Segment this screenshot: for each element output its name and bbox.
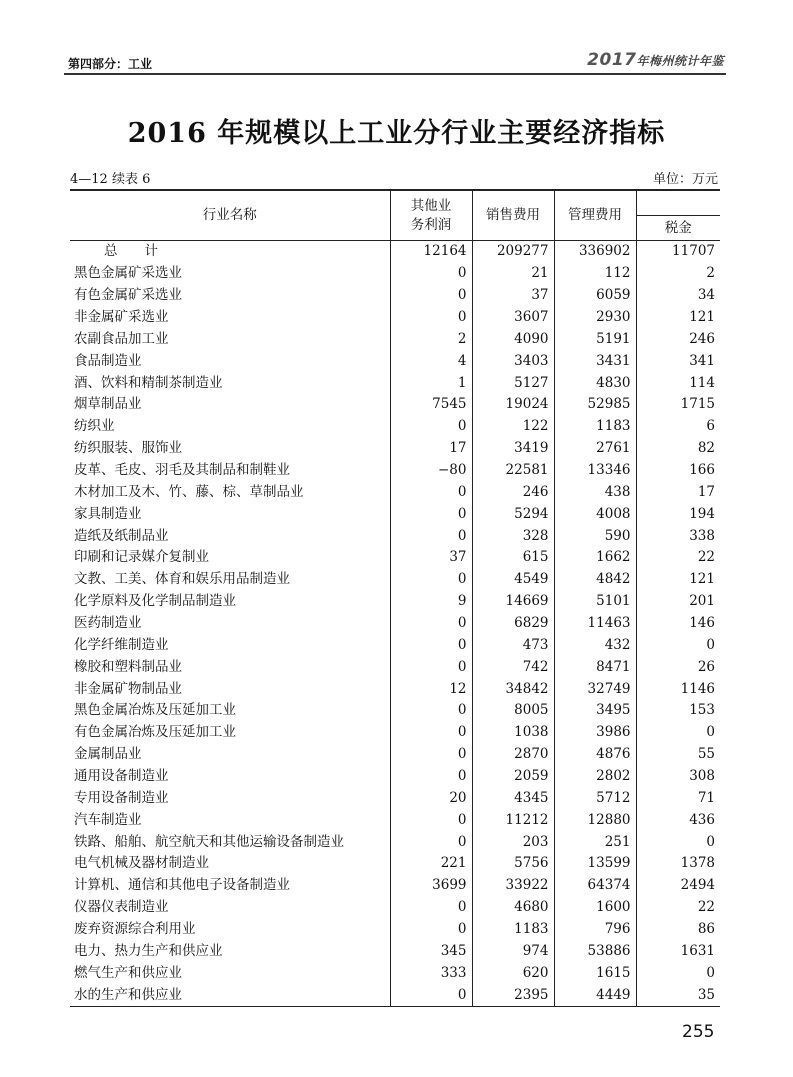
other-profit-value: 20 (390, 787, 472, 809)
table-row (70, 656, 720, 678)
sales-expense-value: 615 (472, 547, 554, 569)
industry-name: 水的生产和供应业 (70, 984, 390, 1006)
industry-name: 农副食品加工业 (74, 330, 169, 347)
other-profit-value: 0 (390, 634, 472, 656)
industry-name: 木材加工及木、竹、藤、棕、草制品业 (74, 483, 304, 500)
tax-value: 22 (636, 897, 720, 919)
admin-expense-value: 8471 (554, 656, 636, 678)
col-header-name: 行业名称 (70, 190, 390, 241)
tax-value: 34 (636, 285, 720, 307)
sales-expense-value: 6829 (472, 613, 554, 635)
sales-expense-value: 203 (472, 831, 554, 853)
sales-expense-value: 2870 (472, 744, 554, 766)
tax-value: 86 (636, 919, 720, 941)
sales-expense-value: 4345 (472, 787, 554, 809)
sales-expense-value: 2059 (472, 766, 554, 788)
admin-expense-value: 3986 (554, 722, 636, 744)
col-header-admin-expense: 管理费用 (554, 190, 636, 241)
table-row (70, 394, 720, 416)
industry-name: 酒、饮料和精制茶制造业 (74, 374, 223, 391)
table-row (70, 569, 720, 591)
table-row (70, 962, 720, 984)
yearbook-year: 2017 (587, 50, 637, 70)
admin-expense-value: 1600 (554, 897, 636, 919)
sales-expense-value: 34842 (472, 678, 554, 700)
industry-name: 纺织业 (74, 418, 115, 435)
table-row (70, 613, 720, 635)
admin-expense-value: 432 (554, 634, 636, 656)
other-profit-value: 7545 (390, 394, 472, 416)
table-row (70, 722, 720, 744)
admin-expense-value: 336902 (554, 241, 636, 263)
industry-name: 仪器仪表制造业 (74, 899, 169, 916)
other-profit-value: 0 (390, 656, 472, 678)
sales-expense-value: 11212 (472, 809, 554, 831)
other-profit-value: 1 (390, 372, 472, 394)
table-row (70, 263, 720, 285)
other-profit-value: 0 (390, 481, 472, 503)
sales-expense-value: 1038 (472, 722, 554, 744)
tax-value: 71 (636, 787, 720, 809)
table-row (70, 678, 720, 700)
sales-expense-value: 3403 (472, 350, 554, 372)
table-row (70, 700, 720, 722)
sales-expense-value: 246 (472, 481, 554, 503)
table-row (70, 307, 720, 329)
other-profit-value: 0 (390, 569, 472, 591)
tax-value: 436 (636, 809, 720, 831)
tax-value: 26 (636, 656, 720, 678)
admin-expense-value: 6059 (554, 285, 636, 307)
tax-value: 35 (636, 984, 720, 1006)
unit-label: 单位：万元 (652, 172, 718, 187)
table-row (70, 328, 720, 350)
table-row (70, 503, 720, 525)
industry-name: 有色金属冶炼及压延加工业 (74, 724, 236, 741)
tax-value: 146 (636, 613, 720, 635)
table-row (70, 897, 720, 919)
industry-name: 总 计 (104, 243, 158, 260)
tax-value: 153 (636, 700, 720, 722)
table-row (70, 809, 720, 831)
other-profit-value: 0 (390, 307, 472, 329)
page-title: 2016 年规模以上工业分行业主要经济指标 (127, 118, 666, 149)
industry-name: 烟草制品业 (74, 396, 142, 413)
sales-expense-value: 3419 (472, 438, 554, 460)
industry-name: 燃气生产和供应业 (74, 964, 182, 981)
sales-expense-value: 974 (472, 941, 554, 963)
tax-value: 1631 (636, 941, 720, 963)
other-profit-value: 0 (390, 919, 472, 941)
admin-expense-value: 4830 (554, 372, 636, 394)
sales-expense-value: 2395 (472, 984, 554, 1006)
sales-expense-value: 33922 (472, 875, 554, 897)
yearbook-title (587, 50, 724, 70)
other-profit-value: 2 (390, 328, 472, 350)
tax-value: 201 (636, 591, 720, 613)
industry-name: 汽车制造业 (74, 811, 142, 828)
sales-expense-value: 5294 (472, 503, 554, 525)
table-row (70, 941, 720, 963)
admin-expense-value: 5101 (554, 591, 636, 613)
other-profit-value: 0 (390, 809, 472, 831)
col-header-other-profit-l2: 务利润 (410, 216, 452, 233)
industry-name: 造纸及纸制品业 (74, 527, 169, 544)
table-row (70, 416, 720, 438)
other-profit-value: 0 (390, 263, 472, 285)
industry-name: 金属制品业 (74, 746, 142, 763)
industry-name: 专用设备制造业 (74, 789, 169, 806)
admin-expense-value: 4008 (554, 503, 636, 525)
other-profit-value: 0 (390, 416, 472, 438)
sales-expense-value: 620 (472, 962, 554, 984)
admin-expense-value: 438 (554, 481, 636, 503)
other-profit-value: 0 (390, 897, 472, 919)
tax-value: 0 (636, 831, 720, 853)
industry-name: 非金属矿物制品业 (74, 680, 182, 697)
tax-value: 6 (636, 416, 720, 438)
admin-expense-value: 590 (554, 525, 636, 547)
tax-value: 194 (636, 503, 720, 525)
col-header-other-profit (390, 190, 472, 241)
table-row (70, 634, 720, 656)
other-profit-value: 0 (390, 285, 472, 307)
indicator-table (70, 189, 720, 1007)
sales-expense-value: 473 (472, 634, 554, 656)
industry-name: 电气机械及器材制造业 (74, 855, 209, 872)
admin-expense-value: 12880 (554, 809, 636, 831)
tax-value: 0 (636, 722, 720, 744)
industry-name: 黑色金属冶炼及压延加工业 (74, 702, 236, 719)
tax-value: 22 (636, 547, 720, 569)
other-profit-value: 221 (390, 853, 472, 875)
admin-expense-value: 3495 (554, 700, 636, 722)
industry-name: 印刷和记录媒介复制业 (74, 549, 209, 566)
admin-expense-value: 1615 (554, 962, 636, 984)
other-profit-value: 17 (390, 438, 472, 460)
tax-value: 308 (636, 766, 720, 788)
table-row (70, 766, 720, 788)
sales-expense-value: 22581 (472, 460, 554, 482)
other-profit-value: 0 (390, 744, 472, 766)
admin-expense-value: 52985 (554, 394, 636, 416)
tax-value: 11707 (636, 241, 720, 263)
tax-value: 121 (636, 569, 720, 591)
running-header (64, 50, 724, 74)
industry-name: 废弃资源综合利用业 (74, 921, 196, 938)
admin-expense-value: 4449 (554, 984, 636, 1006)
other-profit-value: 12164 (390, 241, 472, 263)
admin-expense-value: 53886 (554, 941, 636, 963)
table-row (70, 460, 720, 482)
other-profit-value: 0 (390, 613, 472, 635)
header-rule (64, 73, 726, 75)
col-header-sales-expense: 销售费用 (472, 190, 554, 241)
other-profit-value: 0 (390, 525, 472, 547)
admin-expense-value: 11463 (554, 613, 636, 635)
industry-name: 化学纤维制造业 (74, 636, 169, 653)
tax-value: 1378 (636, 853, 720, 875)
other-profit-value: 0 (390, 984, 472, 1006)
industry-name: 化学原料及化学制品制造业 (74, 593, 236, 610)
admin-expense-value: 64374 (554, 875, 636, 897)
sales-expense-value: 4549 (472, 569, 554, 591)
industry-name: 有色金属矿采选业 (74, 287, 182, 304)
sales-expense-value: 8005 (472, 700, 554, 722)
tax-value: 1146 (636, 678, 720, 700)
table-row (70, 285, 720, 307)
admin-expense-value: 2761 (554, 438, 636, 460)
table-row (70, 481, 720, 503)
table-row (70, 919, 720, 941)
table-row (70, 350, 720, 372)
industry-name: 非金属矿采选业 (74, 309, 169, 325)
industry-name: 橡胶和塑料制品业 (74, 658, 182, 675)
sales-expense-value: 14669 (472, 591, 554, 613)
industry-name: 黑色金属矿采选业 (74, 265, 182, 282)
other-profit-value: −80 (390, 460, 472, 482)
sales-expense-value: 4680 (472, 897, 554, 919)
col-header-tax: 税金 (636, 216, 720, 241)
table-row (70, 744, 720, 766)
tax-value: 1715 (636, 394, 720, 416)
industry-name: 电力、热力生产和供应业 (74, 942, 223, 959)
table-row (70, 875, 720, 897)
sales-expense-value: 742 (472, 656, 554, 678)
industry-name: 铁路、船舶、航空航天和其他运输设备制造业 (74, 833, 344, 850)
industry-name: 家具制造业 (74, 505, 142, 522)
admin-expense-value: 32749 (554, 678, 636, 700)
other-profit-value: 0 (390, 503, 472, 525)
tax-value: 0 (636, 634, 720, 656)
industry-name: 通用设备制造业 (74, 768, 169, 785)
other-profit-value: 9 (390, 591, 472, 613)
tax-value: 114 (636, 372, 720, 394)
admin-expense-value: 251 (554, 831, 636, 853)
sales-expense-value: 37 (472, 285, 554, 307)
tax-value: 82 (636, 438, 720, 460)
table-row (70, 547, 720, 569)
industry-name: 文教、工美、体育和娱乐用品制造业 (74, 571, 290, 588)
other-profit-value: 0 (390, 700, 472, 722)
sales-expense-value: 19024 (472, 394, 554, 416)
page-number: 255 (682, 1022, 715, 1042)
total-row (70, 241, 720, 263)
other-profit-value: 12 (390, 678, 472, 700)
tax-value: 55 (636, 744, 720, 766)
admin-expense-value: 1183 (554, 416, 636, 438)
sales-expense-value: 1183 (472, 919, 554, 941)
table-row (70, 372, 720, 394)
tax-value: 2 (636, 263, 720, 285)
other-profit-value: 4 (390, 350, 472, 372)
admin-expense-value: 5191 (554, 328, 636, 350)
table-row (70, 831, 720, 853)
admin-expense-value: 112 (554, 263, 636, 285)
other-profit-value: 0 (390, 831, 472, 853)
tax-value: 166 (636, 460, 720, 482)
sales-expense-value: 4090 (472, 328, 554, 350)
sales-expense-value: 5127 (472, 372, 554, 394)
other-profit-value: 0 (390, 722, 472, 744)
tax-value: 338 (636, 525, 720, 547)
other-profit-value: 333 (390, 962, 472, 984)
admin-expense-value: 4876 (554, 744, 636, 766)
tax-value: 246 (636, 328, 720, 350)
col-header-blank (636, 190, 720, 216)
admin-expense-value: 4842 (554, 569, 636, 591)
admin-expense-value: 796 (554, 919, 636, 941)
tax-value: 0 (636, 962, 720, 984)
other-profit-value: 3699 (390, 875, 472, 897)
admin-expense-value: 2930 (554, 307, 636, 329)
tax-value: 17 (636, 481, 720, 503)
admin-expense-value: 13599 (554, 853, 636, 875)
tax-value: 2494 (636, 875, 720, 897)
table-id: 4—12 续表 6 (70, 172, 151, 187)
table-row (70, 591, 720, 613)
sales-expense-value: 328 (472, 525, 554, 547)
admin-expense-value: 2802 (554, 766, 636, 788)
sales-expense-value: 21 (472, 263, 554, 285)
admin-expense-value: 1662 (554, 547, 636, 569)
industry-name: 食品制造业 (74, 352, 142, 369)
industry-name: 医药制造业 (74, 615, 142, 632)
table-row (70, 853, 720, 875)
table-row (70, 984, 720, 1006)
industry-name: 皮革、毛皮、羽毛及其制品和制鞋业 (74, 462, 290, 479)
sales-expense-value: 3607 (472, 307, 554, 329)
tax-value: 121 (636, 307, 720, 329)
industry-name: 纺织服装、服饰业 (74, 440, 182, 457)
table-row (70, 787, 720, 809)
table-body (70, 241, 720, 1007)
section-label: 第四部分：工业 (68, 57, 153, 71)
admin-expense-value: 13346 (554, 460, 636, 482)
sales-expense-value: 5756 (472, 853, 554, 875)
yearbook-name: 年梅州统计年鉴 (636, 54, 724, 68)
industry-name: 计算机、通信和其他电子设备制造业 (74, 877, 290, 894)
sales-expense-value: 122 (472, 416, 554, 438)
table-row (70, 525, 720, 547)
other-profit-value: 0 (390, 766, 472, 788)
col-header-other-profit-l1: 其他业 (410, 197, 452, 214)
tax-value: 341 (636, 350, 720, 372)
admin-expense-value: 3431 (554, 350, 636, 372)
admin-expense-value: 5712 (554, 787, 636, 809)
other-profit-value: 345 (390, 941, 472, 963)
table-row (70, 438, 720, 460)
sales-expense-value: 209277 (472, 241, 554, 263)
other-profit-value: 37 (390, 547, 472, 569)
